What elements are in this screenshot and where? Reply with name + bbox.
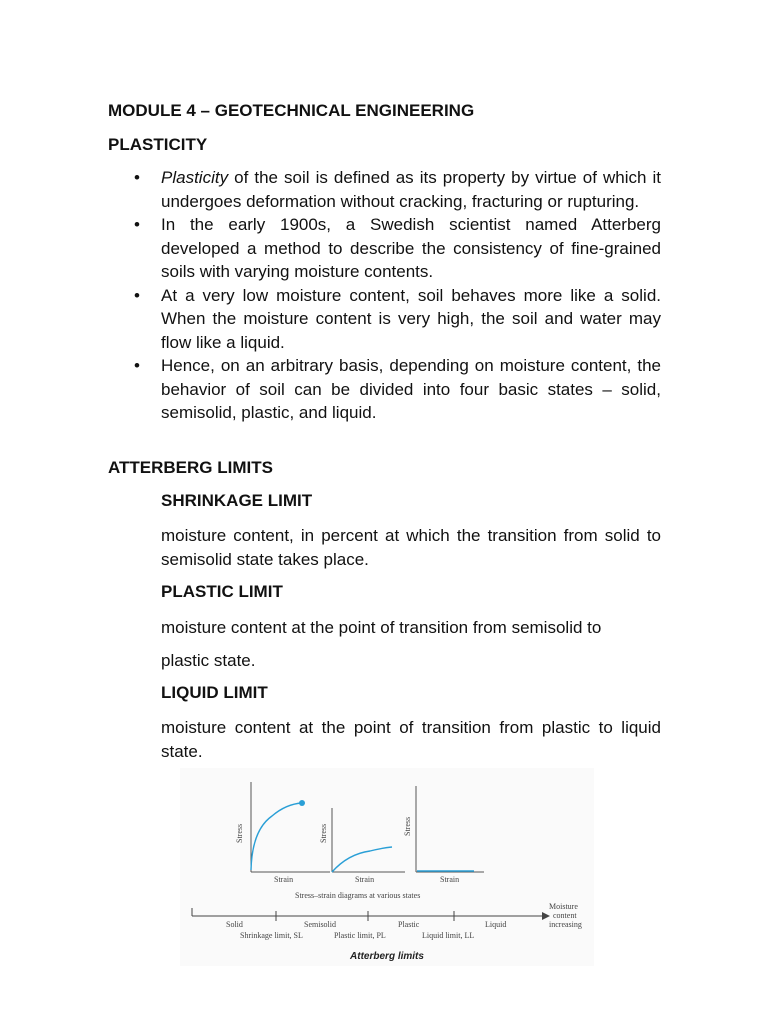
moisture-label: content [553,911,577,920]
moisture-label: Moisture [549,902,578,911]
axis-label-stress: Stress [319,823,328,843]
figure-caption: Atterberg limits [350,951,424,962]
axis-label-strain: Strain [274,875,294,884]
axis-label-stress: Stress [235,823,244,843]
plastic-limit-text: moisture content at the point of transition from semisolid to [161,618,602,637]
state-label-plastic: Plastic [398,920,420,929]
limit-label-plastic: Plastic limit, PL [334,931,386,940]
limit-label-liquid: Liquid limit, LL [422,931,475,940]
axis-label-strain: Strain [355,875,375,884]
stress-strain-panel-semisolid [319,808,405,884]
limit-label-shrinkage: Shrinkage limit, SL [240,931,303,940]
moisture-label: increasing [549,920,582,929]
atterberg-diagram [180,768,594,966]
state-label-solid: Solid [226,920,243,929]
bullet-text: Hence, on an arbitrary basis, depending on moisture content, the behavior of soil can be divided into four basic states – solid, semisolid, plastic, and liquid. [161,356,661,422]
heading-atterberg-limits: ATTERBERG LIMITS [108,458,273,477]
atterberg-limits-figure [180,768,594,966]
stress-curve-semisolid [332,847,392,872]
axis-label-stress: Stress [403,816,412,836]
state-label-liquid: Liquid [485,920,507,929]
bullet-text: In the early 1900s, a Swedish scientist named Atterberg developed a method to describe the consistency of fine-grained soils with varying moisture contents. [161,215,661,281]
heading-liquid-limit: LIQUID LIMIT [161,683,268,702]
liquid-limit-text: moisture content at the point of transition from plastic to liquid state. [161,718,661,761]
bullet-emphasis: Plasticity [161,168,229,187]
bullet-item [108,354,661,425]
bullet-text: of the soil is defined as its property by virtue of which it undergoes deformation without cracking, fracturing or rupturing. [161,168,661,211]
shrinkage-limit-text: moisture content, in percent at which the transition from solid to semisolid state takes place. [161,526,661,569]
failure-point [299,800,305,806]
bullet-text: At a very low moisture content, soil behaves more like a solid. When the moisture content is very high, the soil and water may flow like a liquid. [161,285,661,352]
bullet-item [108,166,661,213]
module-title: MODULE 4 – GEOTECHNICAL ENGINEERING [108,101,475,120]
heading-plastic-limit: PLASTIC LIMIT [161,582,283,601]
plasticity-bullet-list [108,166,661,425]
state-label-semisolid: Semisolid [304,920,337,929]
heading-shrinkage-limit: SHRINKAGE LIMIT [161,491,313,510]
moisture-content-axis [192,902,582,940]
stress-strain-panel-solid [235,782,330,884]
stress-curve-solid [251,803,302,870]
bullet-item [108,284,661,355]
heading-plasticity: PLASTICITY [108,135,208,154]
plastic-limit-text-cont: plastic state. [161,651,256,670]
bullet-item [108,213,661,284]
stress-strain-caption: Stress–strain diagrams at various states [295,891,421,900]
stress-strain-panel-plastic [403,786,484,884]
axis-label-strain: Strain [440,875,460,884]
